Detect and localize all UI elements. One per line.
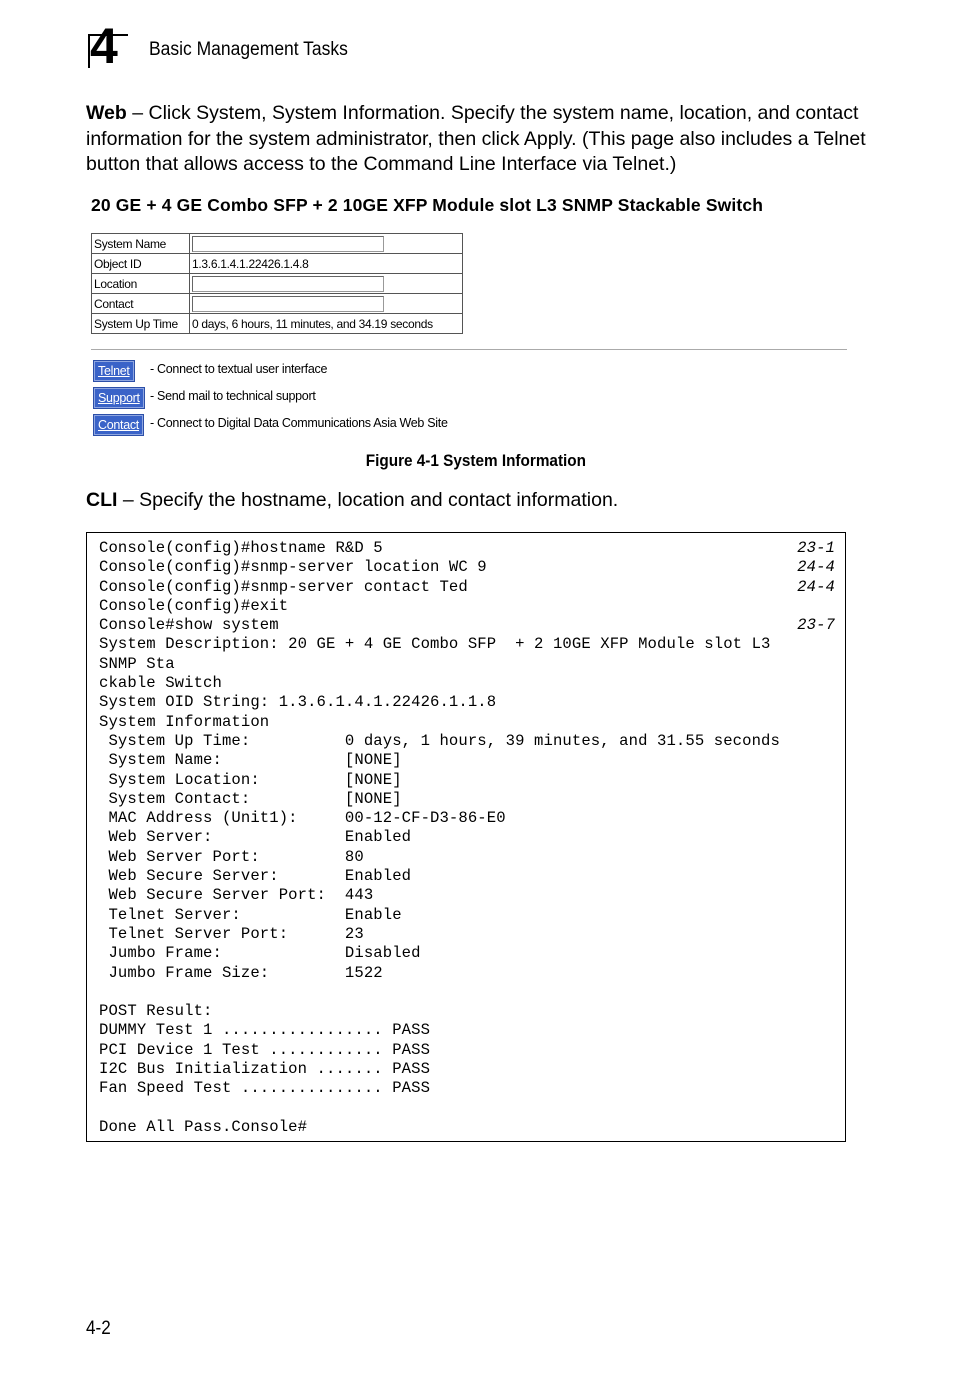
cli-line [99, 1041, 835, 1060]
cli-line [99, 616, 835, 635]
cli-line [99, 944, 835, 963]
cli-line [99, 809, 835, 828]
cli-line-ref: 24-4 [797, 558, 835, 577]
info-row-value-cell [190, 234, 463, 254]
info-row-value: 0 days, 6 hours, 11 minutes, and 34.19 seconds [190, 314, 463, 334]
figure-caption: Figure 4-1 System Information [365, 451, 586, 470]
cli-line [99, 906, 835, 925]
cli-line-text: Jumbo Frame Size: 1522 [99, 963, 383, 982]
web-paragraph [86, 101, 876, 178]
support-button[interactable]: Support [94, 388, 144, 408]
cli-line-text: Jumbo Frame: Disabled [99, 944, 421, 963]
cli-line-text: Web Server Port: 80 [99, 847, 364, 866]
cli-line-text: Telnet Server Port: 23 [99, 924, 364, 943]
cli-line [99, 848, 835, 867]
info-row-label: System Name [92, 234, 190, 254]
cli-line [99, 1118, 835, 1137]
cli-line [99, 597, 835, 616]
cli-line [99, 925, 835, 944]
cli-line-text: Console(config)#exit [99, 596, 289, 615]
cli-line-text: SNMP Sta [99, 654, 175, 673]
cli-line-text: Console(config)#snmp-server location WC 9 [99, 558, 487, 577]
cli-line [99, 713, 835, 732]
cli-line [99, 771, 835, 790]
info-row [92, 234, 463, 254]
cli-line [99, 693, 835, 712]
web-text: – Click System, System Information. Specify the system name, location, and contact information for the system administrator, then click Apply. (This page also includes a Telnet button that allows access to the Command Line Interface via Telnet.) [86, 102, 866, 175]
cli-line-text: MAC Address (Unit1): 00-12-CF-D3-86-E0 [99, 809, 506, 828]
info-row-value-cell [190, 274, 463, 294]
divider [91, 349, 847, 350]
chapter-title: Basic Management Tasks [149, 39, 348, 60]
cli-line-text: Console(config)#snmp-server contact Ted [99, 577, 468, 596]
cli-line-text: System Description: 20 GE + 4 GE Combo SFP + 2 10GE XFP Module slot L3 [99, 635, 771, 654]
cli-line [99, 983, 835, 1002]
cli-line-text: System Up Time: 0 days, 1 hours, 39 minutes, and 31.55 seconds [99, 731, 780, 750]
cli-line-text: Console(config)#hostname R&D 5 [99, 539, 383, 557]
cli-line [99, 964, 835, 983]
info-row [92, 274, 463, 294]
info-row-value-cell [190, 294, 463, 314]
cli-line-text: POST Result: [99, 1002, 213, 1021]
cli-line [99, 751, 835, 770]
info-row-label: System Up Time [92, 314, 190, 334]
cli-line-text: System OID String: 1.3.6.1.4.1.22426.1.1.8 [99, 693, 497, 712]
info-row-input[interactable] [192, 296, 384, 312]
cli-line [99, 790, 835, 809]
info-row-label: Contact [92, 294, 190, 314]
cli-lead: CLI [86, 489, 118, 511]
cli-line-text: Web Secure Server: Enabled [99, 867, 412, 886]
info-row-input[interactable] [192, 276, 384, 292]
cli-line [99, 1099, 835, 1118]
cli-line-text: System Contact: [NONE] [99, 789, 402, 808]
cli-line-text: ckable Switch [99, 674, 222, 693]
cli-line [99, 578, 835, 597]
cli-line-text: Web Server: Enabled [99, 828, 412, 847]
cli-line [99, 1021, 835, 1040]
cli-line-text: System Name: [NONE] [99, 751, 402, 770]
cli-line [99, 1079, 835, 1098]
page-number: 4-2 [86, 1318, 111, 1339]
cli-line-text: Telnet Server: Enable [99, 905, 402, 924]
cli-line-text: I2C Bus Initialization ....... PASS [99, 1060, 431, 1079]
switch-title: 20 GE + 4 GE Combo SFP + 2 10GE XFP Module slot L3 SNMP Stackable Switch [91, 195, 764, 215]
cli-line-text: PCI Device 1 Test ............ PASS [99, 1040, 431, 1059]
cli-line [99, 732, 835, 751]
telnet-button[interactable]: Telnet [94, 361, 134, 381]
cli-line [99, 886, 835, 905]
info-row [92, 294, 463, 314]
info-row-value: 1.3.6.1.4.1.22426.1.4.8 [190, 254, 463, 274]
info-row-label: Object ID [92, 254, 190, 274]
cli-line [99, 539, 835, 558]
contact-description: - Connect to Digital Data Communications Asia Web Site [150, 416, 448, 430]
cli-code-box [86, 532, 846, 1142]
cli-code [99, 539, 835, 1137]
chapter-number: 4 [90, 18, 116, 74]
cli-line-text: System Location: [NONE] [99, 770, 402, 789]
cli-line [99, 867, 835, 886]
system-info-table [91, 233, 463, 334]
web-lead: Web [86, 102, 127, 124]
cli-line [99, 1002, 835, 1021]
cli-line-ref: 23-1 [797, 539, 835, 557]
info-row-input[interactable] [192, 236, 384, 252]
cli-line [99, 1060, 835, 1079]
info-row [92, 254, 463, 274]
cli-line-text: System Information [99, 712, 270, 731]
cli-line-text: Web Secure Server Port: 443 [99, 886, 374, 905]
cli-line [99, 828, 835, 847]
cli-line-text: Done All Pass.Console# [99, 1117, 308, 1136]
contact-button[interactable]: Contact [94, 415, 143, 435]
cli-line [99, 558, 835, 577]
cli-line [99, 635, 835, 654]
cli-text: – Specify the hostname, location and contact information. [117, 489, 619, 511]
cli-line-text: Fan Speed Test ............... PASS [99, 1079, 431, 1098]
info-row-label: Location [92, 274, 190, 294]
cli-paragraph [86, 488, 876, 514]
cli-line [99, 674, 835, 693]
cli-line-ref: 24-4 [797, 577, 835, 596]
info-row [92, 314, 463, 334]
support-description: - Send mail to technical support [150, 389, 316, 403]
cli-line-text: Console#show system [99, 616, 279, 635]
cli-line [99, 655, 835, 674]
cli-line-ref: 23-7 [797, 616, 835, 635]
cli-line-text: DUMMY Test 1 ................. PASS [99, 1021, 431, 1040]
telnet-description: - Connect to textual user interface [150, 362, 328, 376]
